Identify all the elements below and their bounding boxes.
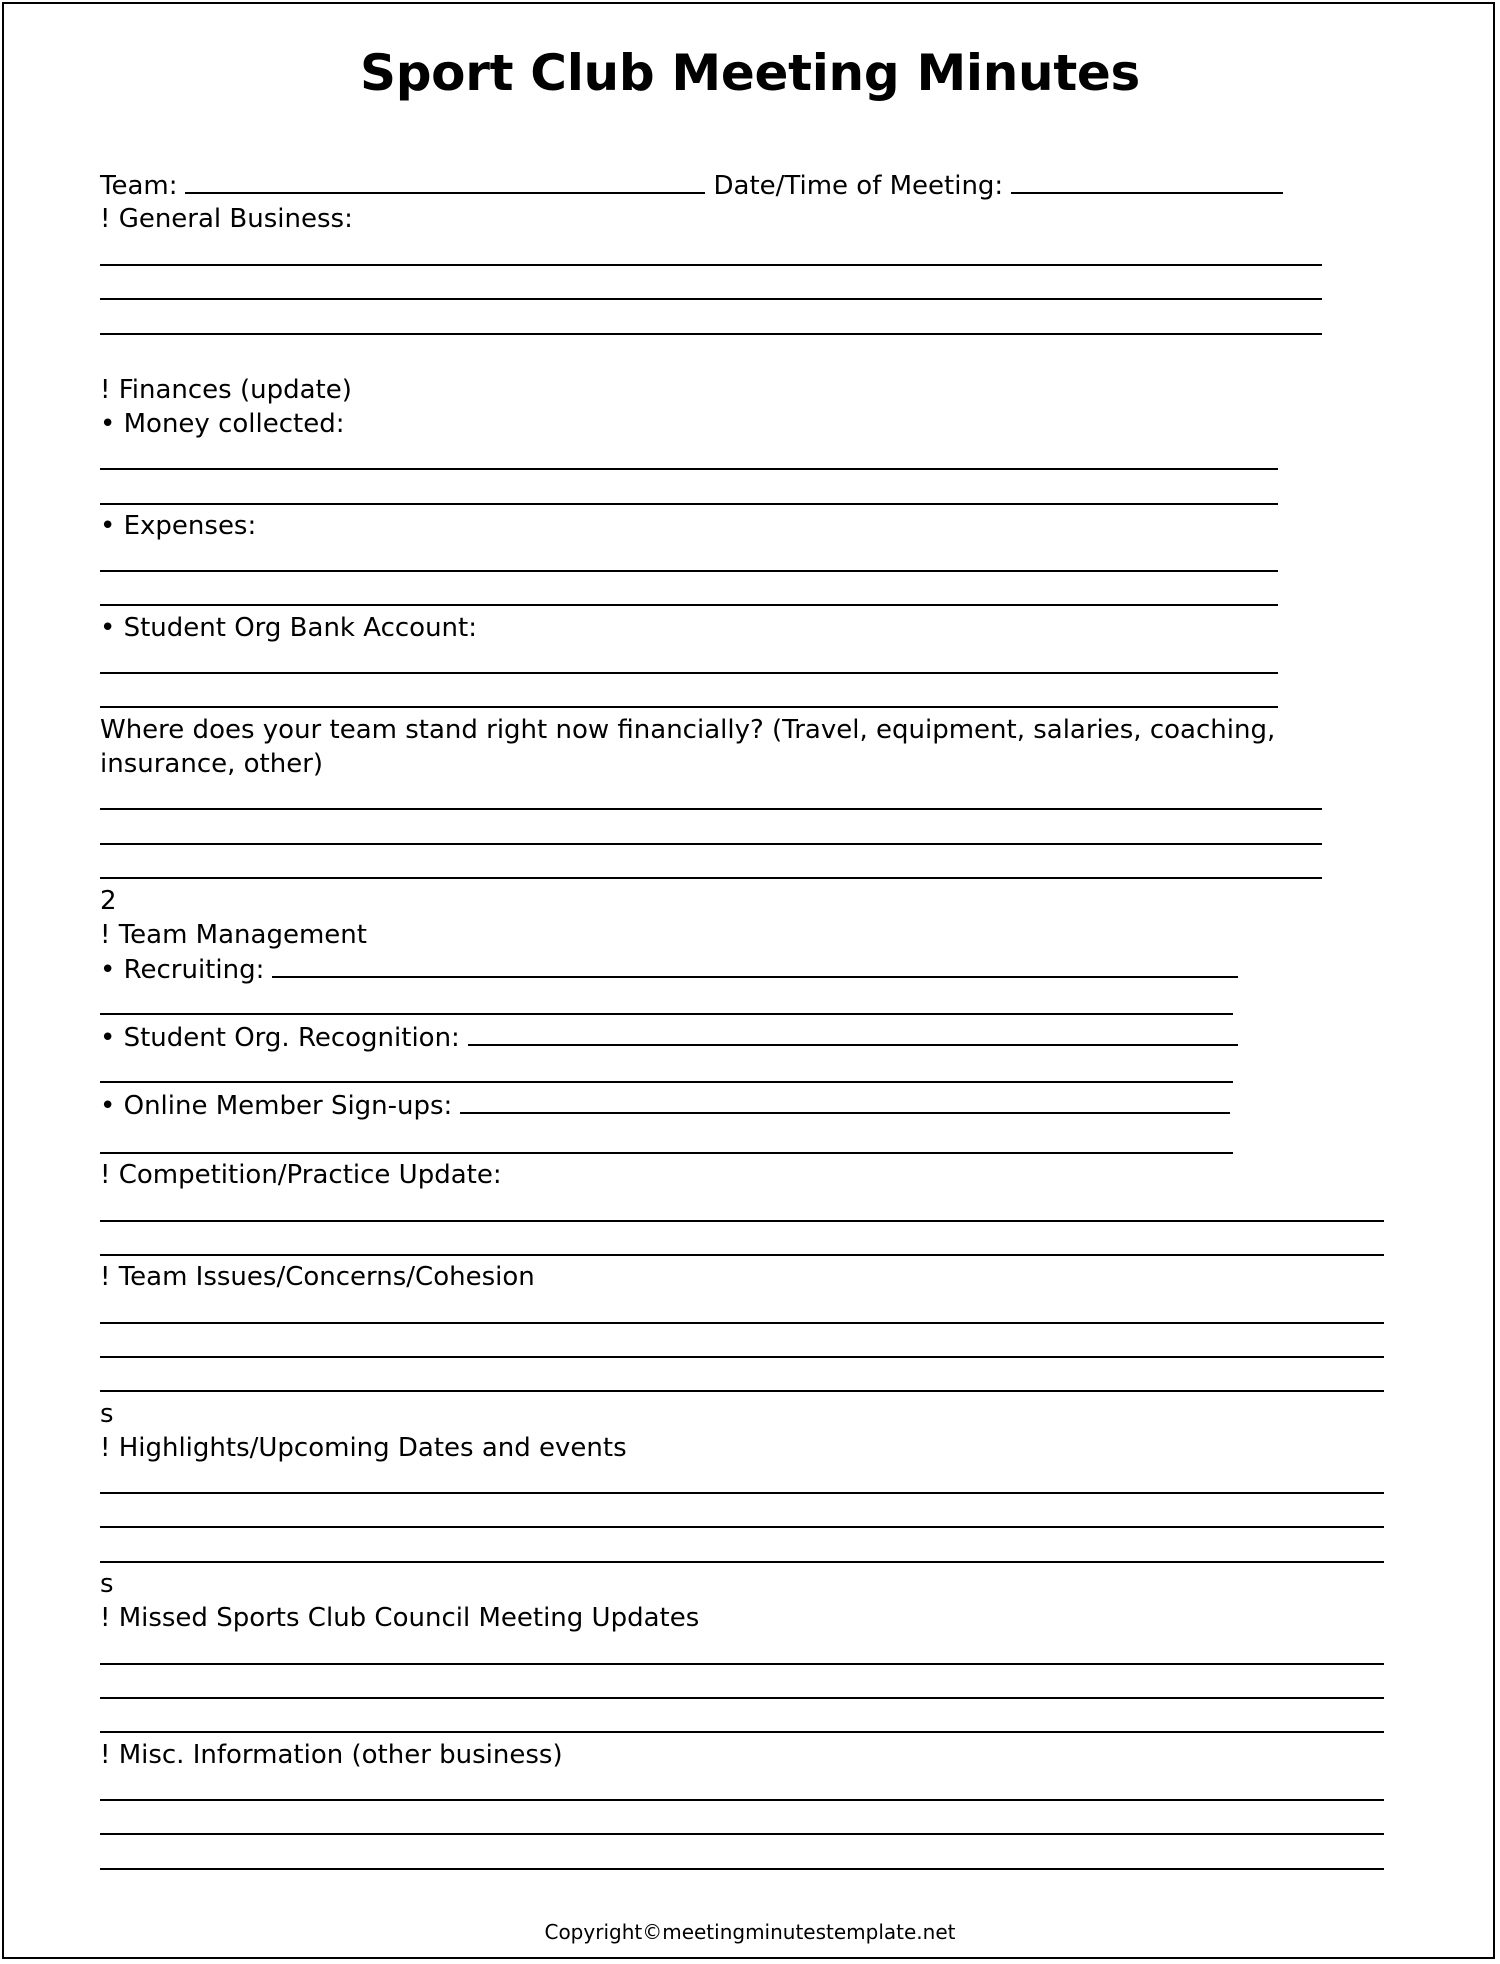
highlights-line-2[interactable] [100, 1526, 1384, 1528]
missed-meeting-line-1[interactable] [100, 1663, 1384, 1665]
misc-line-3[interactable] [100, 1868, 1384, 1870]
misc-line-1[interactable] [100, 1799, 1384, 1801]
missed-meeting-line-2[interactable] [100, 1697, 1384, 1699]
competition-label: ! Competition/Practice Update: [100, 1160, 502, 1190]
expenses-line-1[interactable] [100, 570, 1278, 572]
bank-account-line-2[interactable] [100, 706, 1278, 708]
team-label: Team: [100, 171, 178, 201]
financial-standing-line-2[interactable] [100, 843, 1322, 845]
issues-line-1[interactable] [100, 1322, 1384, 1324]
general-business-line-3[interactable] [100, 333, 1322, 335]
stray-s-1: s [100, 1399, 114, 1429]
signups-label: • Online Member Sign-ups: [100, 1091, 453, 1121]
money-collected-line-1[interactable] [100, 468, 1278, 470]
bank-account-line-1[interactable] [100, 672, 1278, 674]
signups-line-2[interactable] [100, 1152, 1233, 1154]
datetime-field[interactable] [1011, 168, 1283, 194]
page-title: Sport Club Meeting Minutes [359, 44, 1141, 102]
misc-label: ! Misc. Information (other business) [100, 1740, 563, 1770]
highlights-line-3[interactable] [100, 1561, 1384, 1563]
missed-meeting-line-3[interactable] [100, 1731, 1384, 1733]
highlights-line-1[interactable] [100, 1492, 1384, 1494]
team-field[interactable] [185, 168, 705, 194]
competition-line-2[interactable] [100, 1254, 1384, 1256]
bank-account-label: • Student Org Bank Account: [100, 613, 477, 643]
team-management-label: ! Team Management [100, 920, 367, 950]
stray-s-2: s [100, 1569, 114, 1599]
money-collected-label: • Money collected: [100, 409, 345, 439]
copyright-footer: Copyright©meetingminutestemplate.net [544, 1920, 956, 1944]
recruiting-line-2[interactable] [100, 1013, 1233, 1015]
competition-line-1[interactable] [100, 1220, 1384, 1222]
recognition-row [100, 1020, 1246, 1055]
general-business-line-2[interactable] [100, 298, 1322, 300]
financial-standing-line-3[interactable] [100, 877, 1322, 879]
signups-row [100, 1088, 1238, 1123]
highlights-label: ! Highlights/Upcoming Dates and events [100, 1433, 627, 1463]
missed-meeting-label: ! Missed Sports Club Council Meeting Updates [100, 1603, 700, 1633]
misc-line-2[interactable] [100, 1833, 1384, 1835]
recognition-line-2[interactable] [100, 1081, 1233, 1083]
financial-standing-line-1[interactable] [100, 808, 1322, 810]
money-collected-line-2[interactable] [100, 503, 1278, 505]
recruiting-row [100, 952, 1246, 987]
finances-label: ! Finances (update) [100, 375, 352, 405]
recruiting-field[interactable] [272, 952, 1238, 978]
recognition-label: • Student Org. Recognition: [100, 1023, 460, 1053]
page-number: 2 [100, 886, 117, 916]
header-row [100, 168, 1291, 203]
datetime-label: Date/Time of Meeting: [713, 171, 1004, 201]
expenses-line-2[interactable] [100, 604, 1278, 606]
recognition-field[interactable] [468, 1020, 1238, 1046]
financial-standing-question-line-1: Where does your team stand right now financially? (Travel, equipment, salaries, coaching, [100, 715, 1276, 745]
recruiting-label: • Recruiting: [100, 955, 265, 985]
issues-line-3[interactable] [100, 1390, 1384, 1392]
signups-field[interactable] [460, 1088, 1230, 1114]
financial-standing-question-line-2: insurance, other) [100, 749, 324, 779]
general-business-label: ! General Business: [100, 204, 353, 234]
issues-line-2[interactable] [100, 1356, 1384, 1358]
expenses-label: • Expenses: [100, 511, 257, 541]
issues-label: ! Team Issues/Concerns/Cohesion [100, 1262, 535, 1292]
general-business-line-1[interactable] [100, 264, 1322, 266]
